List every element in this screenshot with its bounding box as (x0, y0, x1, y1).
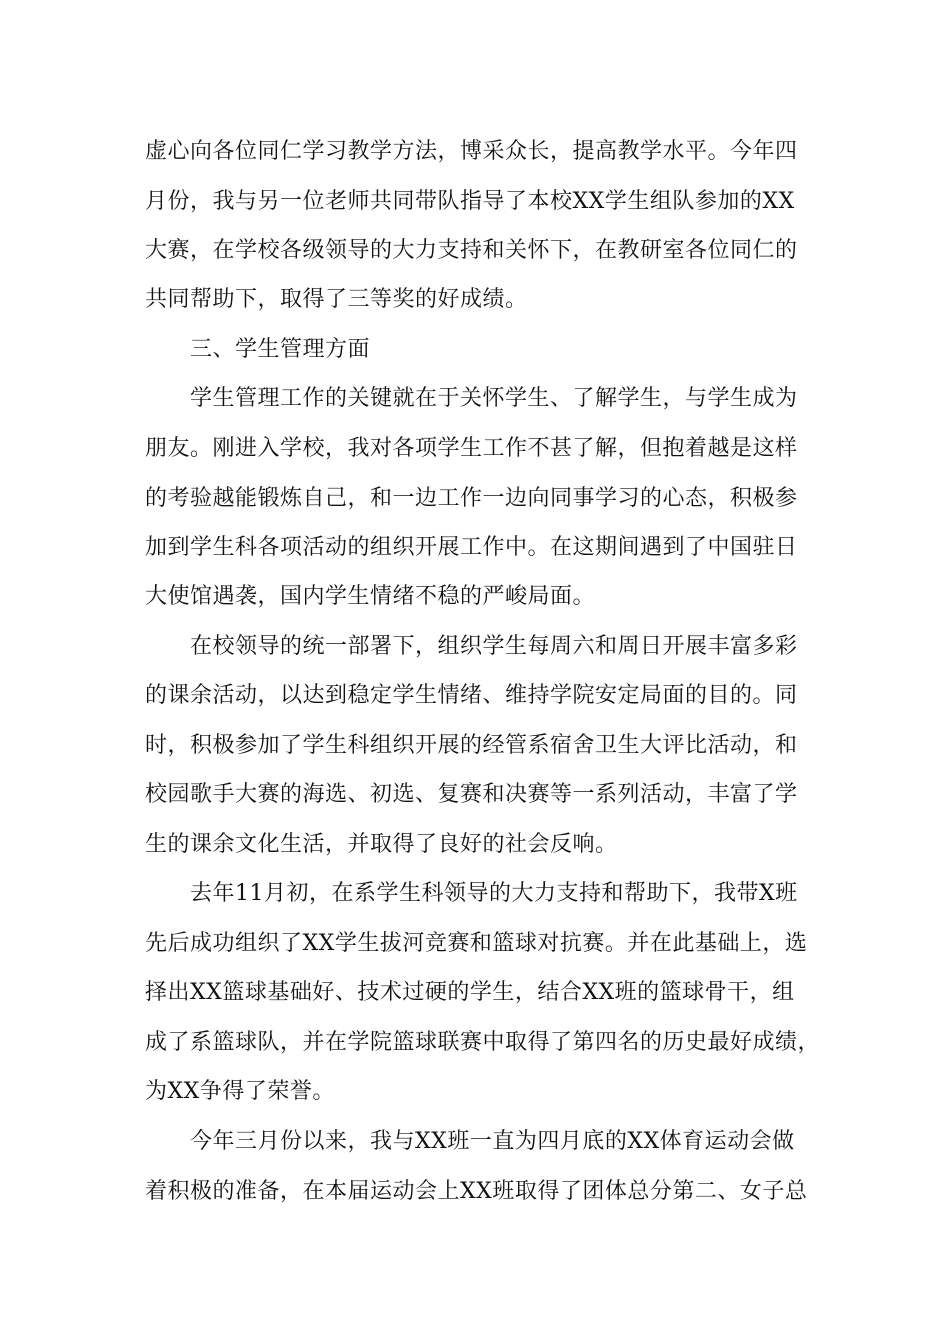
body-text-line: 择出XX篮球基础好、技术过硬的学生，结合XX班的篮球骨干，组 (145, 980, 795, 1005)
body-text-line: 去年11月初，在系学生科领导的大力支持和帮助下，我带X班 (190, 881, 798, 906)
body-text-line: 着积极的准备，在本届运动会上XX班取得了团体总分第二、女子总 (145, 1179, 808, 1204)
body-text-line: 为XX争得了荣誉。 (145, 1079, 335, 1104)
body-text-line: 先后成功组织了XX学生拔河竞赛和篮球对抗赛。并在此基础上，选 (145, 931, 808, 956)
body-text-line: 成了系篮球队，并在学院篮球联赛中取得了第四名的历史最好成绩， (145, 1030, 821, 1055)
body-text-line: 共同帮助下，取得了三等奖的好成绩。 (145, 287, 528, 312)
body-text-line: 校园歌手大赛的海选、初选、复赛和决赛等一系列活动，丰富了学 (145, 782, 798, 807)
body-text-line: 月份，我与另一位老师共同带队指导了本校XX学生组队参加的XX (145, 189, 795, 214)
section-heading: 三、学生管理方面 (190, 337, 371, 362)
body-text-line: 的课余活动，以达到稳定学生情绪、维持学院安定局面的目的。同 (145, 683, 798, 708)
body-text-line: 生的课余文化生活，并取得了良好的社会反响。 (145, 832, 618, 857)
body-text-line: 虚心向各位同仁学习教学方法，博采众长，提高教学水平。今年四 (145, 139, 798, 164)
body-text-line: 今年三月份以来，我与XX班一直为四月底的XX体育运动会做 (190, 1129, 795, 1154)
body-text-line: 加到学生科各项活动的组织开展工作中。在这期间遇到了中国驻日 (145, 535, 798, 560)
body-text-line: 朋友。刚进入学校，我对各项学生工作不甚了解，但抱着越是这样 (145, 436, 798, 461)
body-text-line: 在校领导的统一部署下，组织学生每周六和周日开展丰富多彩 (190, 634, 798, 659)
body-text-line: 大赛，在学校各级领导的大力支持和关怀下，在教研室各位同仁的 (145, 238, 798, 263)
body-text-line: 学生管理工作的关键就在于关怀学生、了解学生，与学生成为 (190, 386, 798, 411)
body-text-line: 时，积极参加了学生科组织开展的经管系宿舍卫生大评比活动，和 (145, 733, 798, 758)
body-text-line: 大使馆遇袭，国内学生情绪不稳的严峻局面。 (145, 584, 596, 609)
body-text-line: 的考验越能锻炼自己，和一边工作一边向同事学习的心态，积极参 (145, 486, 798, 511)
